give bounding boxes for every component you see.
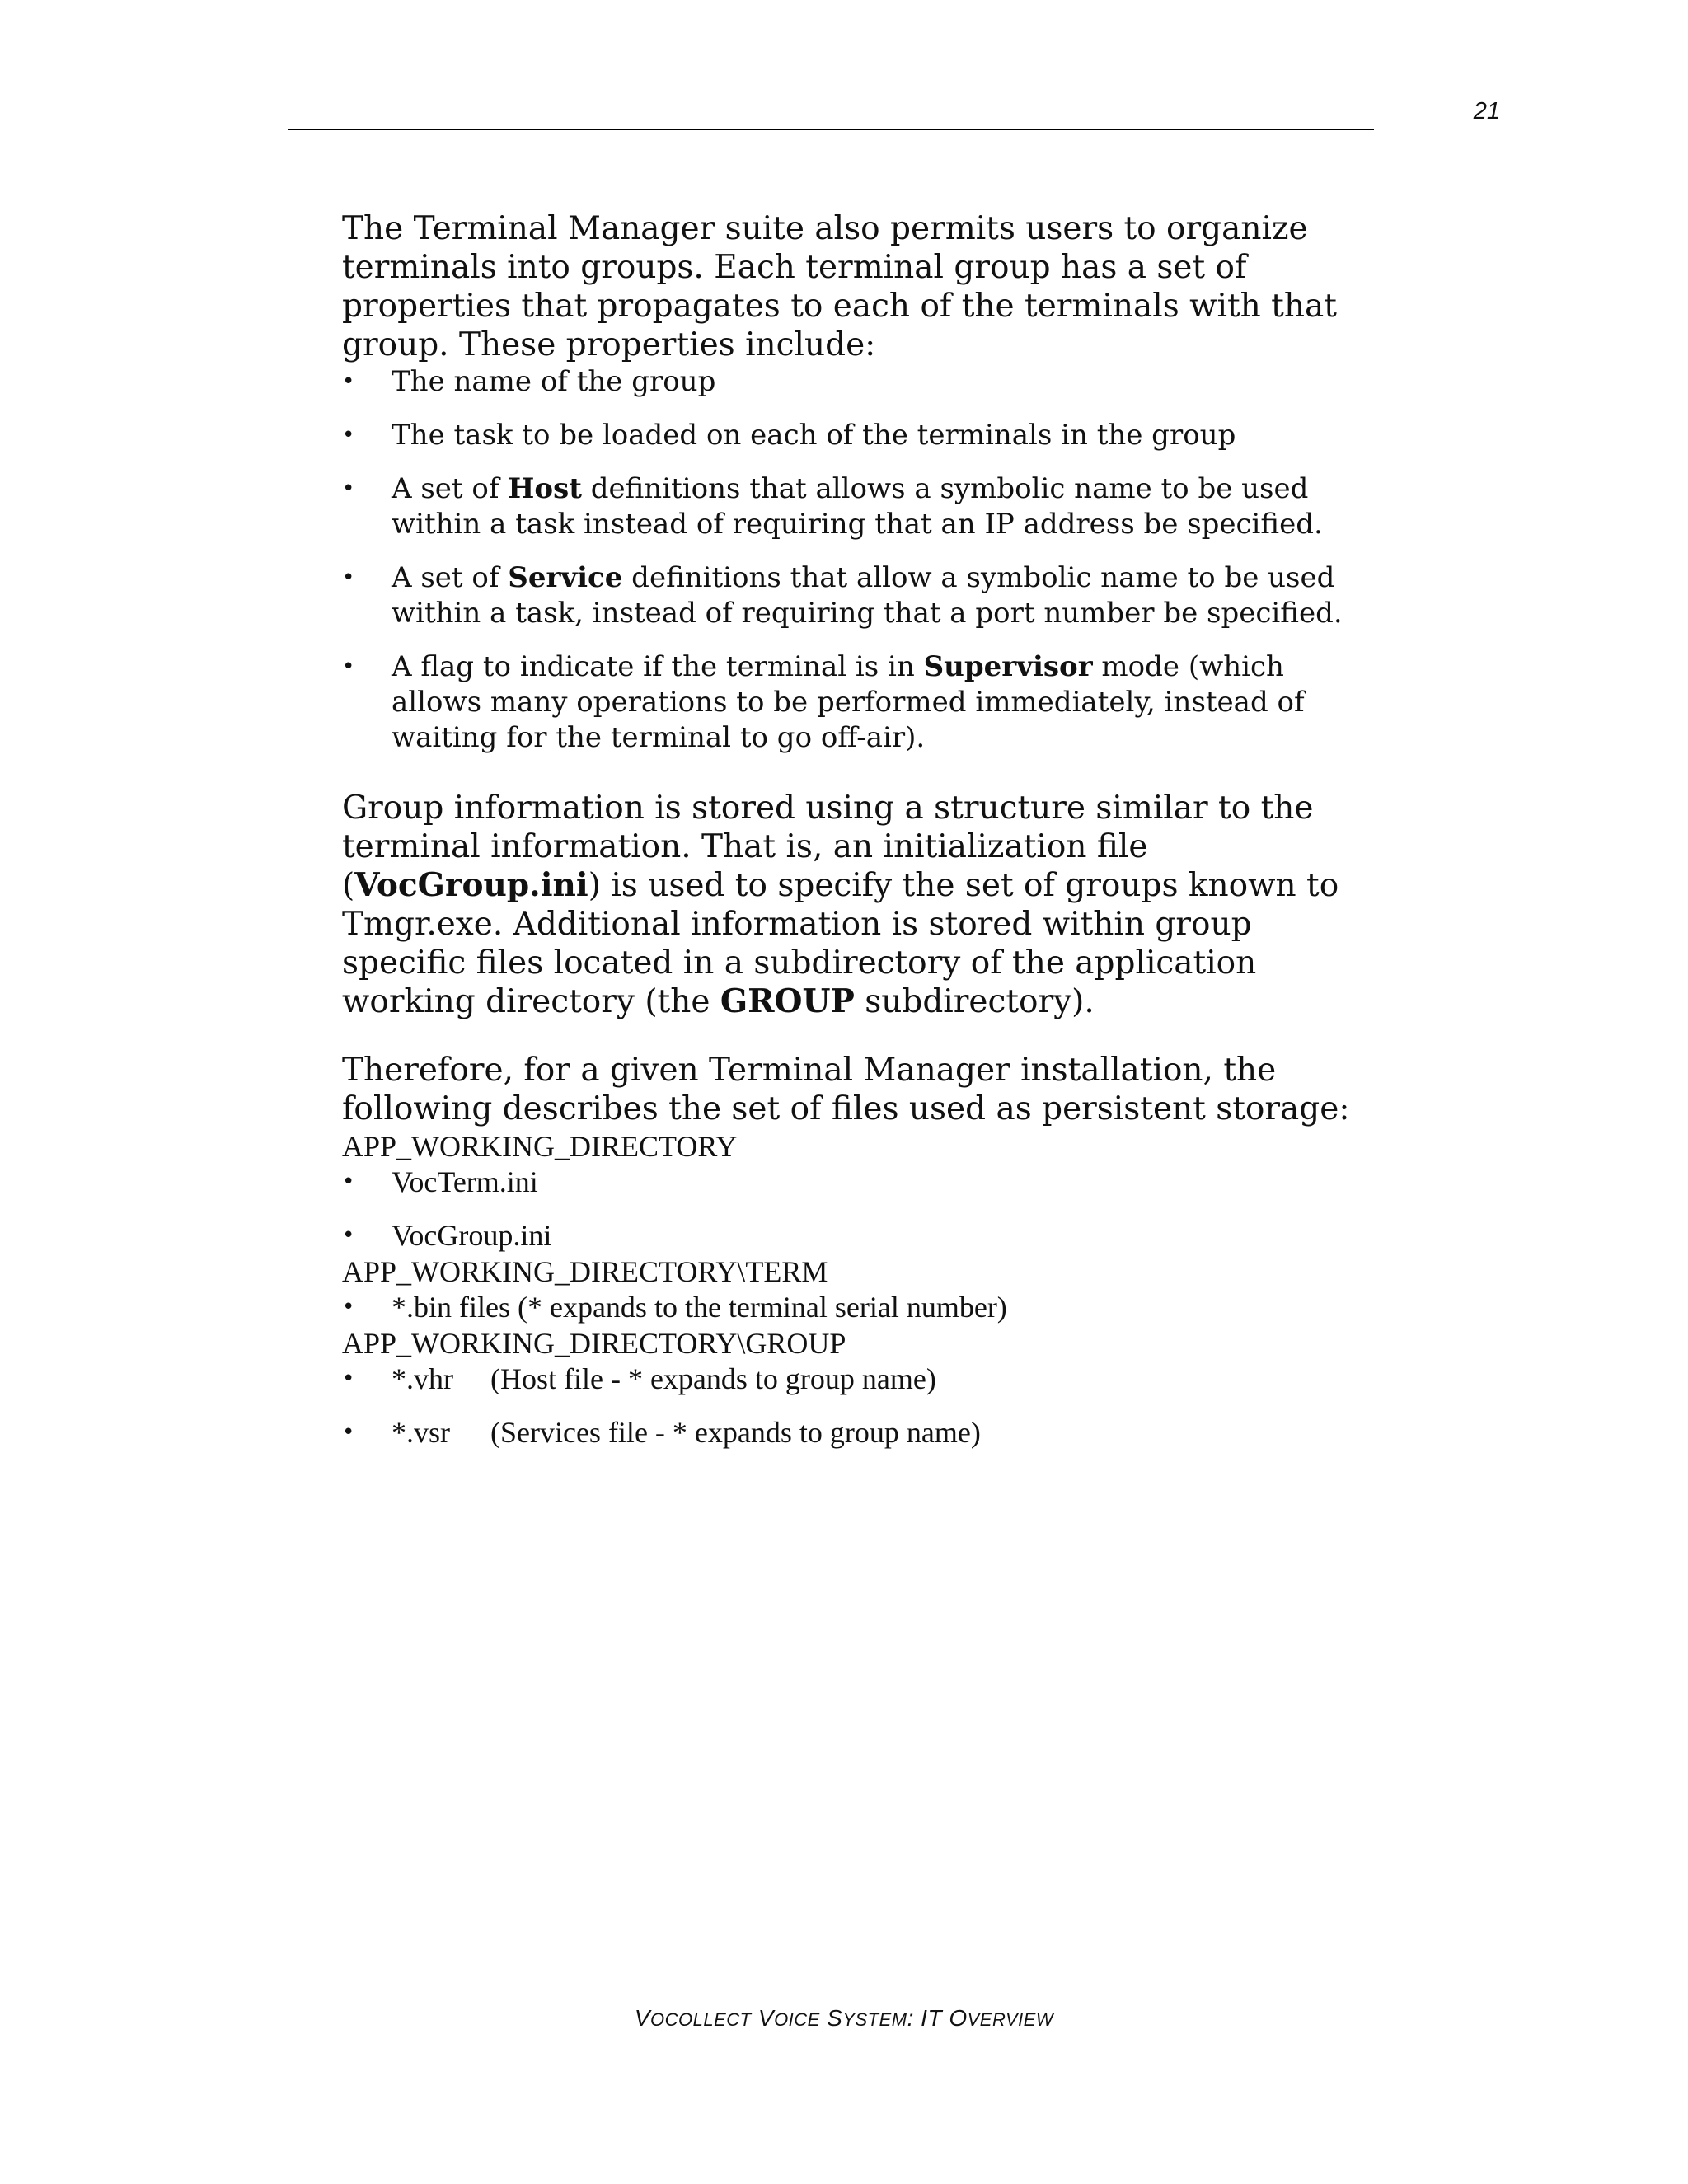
host-term: Host [508, 472, 582, 505]
bullet-icon: • [342, 1420, 355, 1445]
list-item-text: A flag to indicate if the terminal is in [392, 650, 924, 683]
list-item-text: The task to be loaded on each of the terminals in the group [392, 419, 1236, 452]
file-name: *.bin files (* expands to the terminal serial number) [392, 1291, 1007, 1324]
file-description: (Services file - * expands to group name) [490, 1416, 981, 1449]
list-item [342, 364, 1381, 400]
list-item-text: definitions that allows a symbolic name to be used within a task instead of requiring that an IP address be specified. [392, 472, 1323, 541]
list-item [342, 1165, 1381, 1200]
bullet-icon: • [342, 423, 355, 448]
bullet-icon: • [342, 1366, 355, 1391]
bullet-icon: • [342, 476, 355, 501]
paragraph-text: ) is used to specify the set of groups known to Tmgr.exe. Additional information is stored within group specific files located in a subdirectory of the application working directory (the [342, 867, 1339, 1020]
file-name: VocTerm.ini [392, 1165, 538, 1198]
list-item-text: The name of the group [392, 365, 716, 398]
page-footer: VOCOLLECT VOICE SYSTEM: IT OVERVIEW [634, 2005, 1054, 2031]
list-item [342, 649, 1381, 756]
list-item [342, 560, 1381, 631]
file-extension: *.vsr [392, 1416, 450, 1449]
list-item [342, 1415, 1381, 1451]
list-item [342, 1290, 1381, 1325]
directory-heading: APP_WORKING_DIRECTORY [342, 1130, 738, 1163]
list-item-text: definitions that allow a symbolic name to be used within a task, instead of requiring that a port number be specified. [392, 561, 1343, 630]
directory-heading: APP_WORKING_DIRECTORY\GROUP [342, 1327, 846, 1360]
directory-heading: APP_WORKING_DIRECTORY\TERM [342, 1255, 828, 1288]
bullet-icon: • [342, 565, 355, 590]
page-content [342, 209, 1381, 1451]
group-info-paragraph [342, 789, 1381, 1021]
bullet-icon: • [342, 369, 355, 394]
page-number: 21 [1473, 98, 1500, 124]
directory-file-list [342, 1290, 1381, 1325]
bullet-icon: • [342, 1169, 355, 1194]
group-subdirectory-term: GROUP [720, 982, 855, 1020]
list-item [342, 418, 1381, 453]
service-term: Service [508, 561, 623, 594]
header-rule [288, 129, 1374, 130]
directory-file-list [342, 1165, 1381, 1254]
list-item-text: mode (which allows many operations to be performed immediately, instead of waiting for the terminal to go off-air). [392, 650, 1305, 754]
list-item [342, 471, 1381, 542]
paragraph-text: Group information is stored using a structure similar to the terminal information. That is, an initialization file ( [342, 790, 1314, 904]
list-item-text: A set of [392, 561, 509, 594]
supervisor-term: Supervisor [923, 650, 1093, 683]
list-item [342, 1218, 1381, 1254]
bullet-icon: • [342, 654, 355, 679]
file-description: (Host file - * expands to group name) [490, 1362, 936, 1395]
therefore-paragraph: Therefore, for a given Terminal Manager installation, the following describes the set of files used as persistent storage: [342, 1052, 1350, 1127]
directory-file-list [342, 1361, 1381, 1451]
bullet-icon: • [342, 1295, 355, 1319]
list-item-text: A set of [392, 472, 509, 505]
group-properties-list [342, 364, 1381, 756]
list-item [342, 1361, 1381, 1397]
file-extension: *.vhr [392, 1362, 453, 1395]
vocgroup-filename: VocGroup.ini [354, 866, 588, 904]
intro-paragraph: The Terminal Manager suite also permits users to organize terminals into groups. Each terminal group has a set of properties that propagates to each of the terminals with that group. These properties include: [342, 210, 1337, 363]
bullet-icon: • [342, 1223, 355, 1248]
file-name: VocGroup.ini [392, 1219, 552, 1252]
paragraph-text: subdirectory). [854, 983, 1095, 1020]
